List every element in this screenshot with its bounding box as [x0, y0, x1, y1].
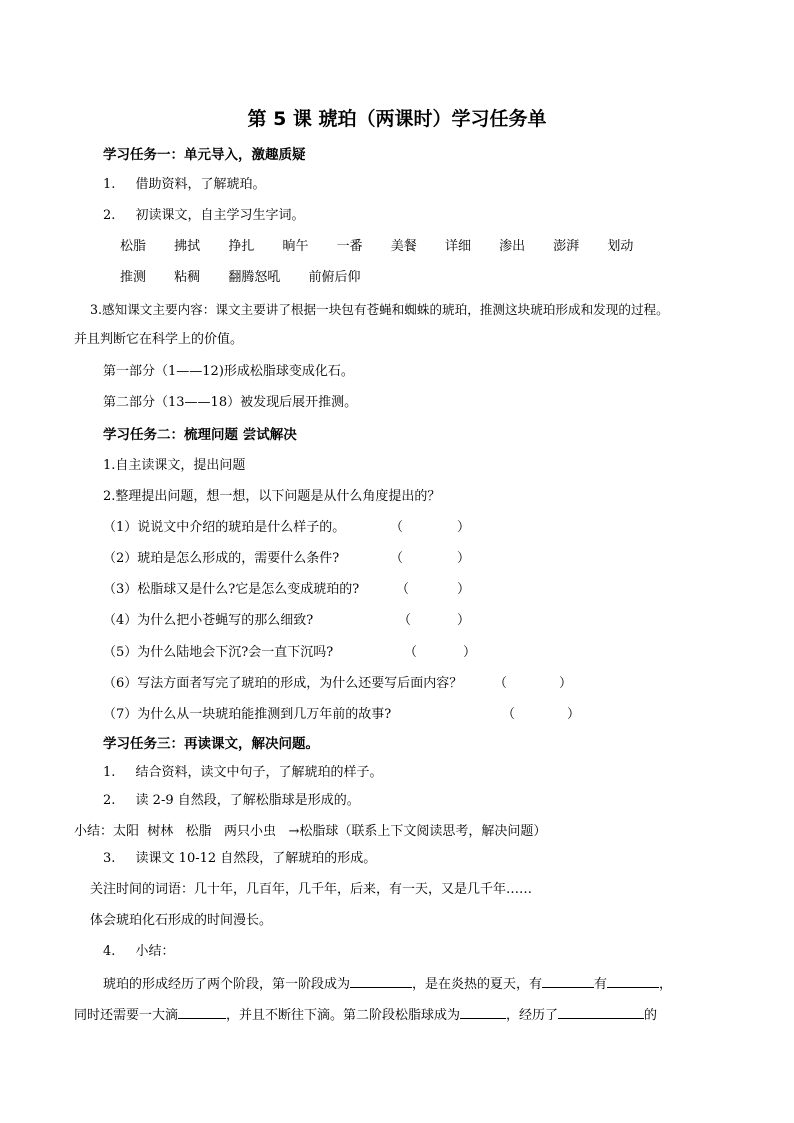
item-text: 读 2-9 自然段，了解松脂球是形成的。	[135, 793, 360, 808]
task3-item3	[103, 850, 376, 868]
answer-paren[interactable]	[494, 675, 572, 693]
task1-item3-line1: 3.感知课文主要内容：课文主要讲了根据一块包有苍蝇和蜘蛛的琥珀，推测这块琥珀形成和发现的过程。	[90, 302, 669, 317]
paren-open: （	[390, 520, 404, 535]
fill-text: 琥珀的形成经历了两个阶段，第一阶段成为	[103, 977, 351, 992]
task1-item3-line2: 并且判断它在科学上的价值。	[74, 332, 244, 347]
fill-text: ，经历了	[506, 1008, 559, 1023]
vocab-row-2	[120, 269, 384, 287]
paren-open: （	[502, 707, 516, 722]
vocab-word: 详细	[444, 239, 471, 254]
paren-open: （	[494, 676, 508, 691]
vocab-word: 翻腾怒吼	[228, 270, 281, 285]
time-words: 关注时间的词语：几十年，几百年，几千年，后来，有一天，又是几千年……	[90, 882, 533, 897]
fill-line-1	[103, 974, 672, 994]
fill-text: ，	[659, 977, 673, 992]
vocab-word: 前俯后仰	[308, 270, 361, 285]
vocab-word: 渗出	[499, 239, 526, 254]
answer-paren[interactable]	[390, 519, 470, 537]
vocab-word: 划动	[607, 239, 634, 254]
vocab-word: 一番	[336, 239, 363, 254]
question-2: （2）琥珀是怎么形成的，需要什么条件?	[103, 551, 340, 566]
paren-close: ）	[457, 551, 471, 566]
task2-item2: 2.整理提出问题，想一想，以下问题是从什么角度提出的？	[103, 489, 441, 504]
paren-close: ）	[463, 645, 477, 660]
vocab-word: 推测	[120, 270, 147, 285]
fill-text: 的	[644, 1008, 658, 1023]
paren-close: ）	[559, 676, 573, 691]
fill-blank[interactable]	[607, 974, 659, 988]
task3-summary: 小结：太阳 树林 松脂 两只小虫 →松脂球（联系上下文阅读思考，解决问题）	[74, 824, 547, 839]
vocab-word: 晌午	[282, 239, 309, 254]
paren-open: （	[398, 613, 412, 628]
item-text: 结合资料，读文中句子，了解琥珀的样子。	[135, 765, 383, 780]
paren-close: ）	[567, 707, 581, 722]
vocab-word: 松脂	[120, 239, 147, 254]
item-number: 3.	[103, 851, 116, 866]
question-5: （5）为什么陆地会下沉?会一直下沉吗?	[103, 645, 334, 660]
answer-paren[interactable]	[404, 644, 476, 662]
question-6: （6）写法方面者写完了琥珀的形成，为什么还要写后面内容？	[103, 676, 463, 691]
fill-text: 同时还需要一大滴	[74, 1008, 179, 1023]
paren-close: ）	[457, 520, 471, 535]
fill-line-2	[74, 1005, 657, 1025]
vocab-word: 美餐	[390, 239, 417, 254]
paren-open: （	[396, 582, 410, 597]
vocab-word: 拂拭	[174, 239, 201, 254]
item-number: 1.	[103, 765, 116, 780]
item-number: 2.	[103, 793, 116, 808]
task3-heading: 学习任务三：再读课文，解决问题。	[103, 736, 319, 752]
fill-text: 有	[594, 977, 608, 992]
fill-text: ，是在炎热的夏天，有	[412, 977, 543, 992]
task3-item1	[103, 764, 383, 782]
fill-blank[interactable]	[178, 1005, 226, 1019]
question-3: （3）松脂球又是什么?它是怎么变成琥珀的?	[103, 582, 360, 597]
fill-blank[interactable]	[542, 974, 594, 988]
part-2: 第二部分（13——18）被发现后展开推测。	[103, 395, 358, 410]
fill-blank[interactable]	[558, 1005, 644, 1019]
paren-close: ）	[457, 613, 471, 628]
item-number: 2.	[103, 208, 116, 223]
task1-item2	[103, 207, 305, 225]
task2-item1: 1.自主读课文，提出问题	[103, 458, 246, 473]
answer-paren[interactable]	[390, 550, 470, 568]
question-4: （4）为什么把小苍蝇写的那么细致?	[103, 613, 314, 628]
item-text: 借助资料，了解琥珀。	[135, 177, 266, 192]
question-7: （7）为什么从一块琥珀能推测到几万年前的故事?	[103, 707, 392, 722]
fill-blank[interactable]	[460, 1005, 506, 1019]
vocab-word: 澎湃	[553, 239, 580, 254]
item-text: 初读课文，自主学习生字词。	[135, 208, 305, 223]
vocab-word: 挣扎	[228, 239, 255, 254]
paren-open: （	[390, 551, 404, 566]
task2-heading: 学习任务二：梳理问题 尝试解决	[103, 427, 297, 443]
part-1: 第一部分（1——12)形成松脂球变成化石。	[103, 364, 354, 379]
item-text: 小结：	[135, 944, 175, 959]
paren-open: （	[404, 645, 418, 660]
paren-close: ）	[457, 582, 471, 597]
vocab-row-1	[120, 238, 657, 256]
item-number: 1.	[103, 177, 116, 192]
task1-item1	[103, 176, 266, 194]
time-feel: 体会琥珀化石形成的时间漫长。	[90, 913, 273, 928]
answer-paren[interactable]	[396, 581, 470, 599]
fill-text: ，并且不断往下滴。第二阶段松脂球成为	[226, 1008, 461, 1023]
vocab-word: 粘稠	[174, 270, 201, 285]
question-1: （1）说说文中介绍的琥珀是什么样子的。	[103, 520, 346, 535]
fill-blank[interactable]	[350, 974, 412, 988]
answer-paren[interactable]	[398, 612, 470, 630]
page-title: 第 5 课 琥珀（两课时）学习任务单	[247, 108, 547, 130]
item-text: 读课文 10-12 自然段，了解琥珀的形成。	[135, 851, 377, 866]
task1-heading: 学习任务一：单元导入，激趣质疑	[103, 147, 306, 163]
task3-item2	[103, 792, 360, 810]
answer-paren[interactable]	[502, 706, 580, 724]
task3-item4	[103, 943, 175, 961]
item-number: 4.	[103, 944, 116, 959]
